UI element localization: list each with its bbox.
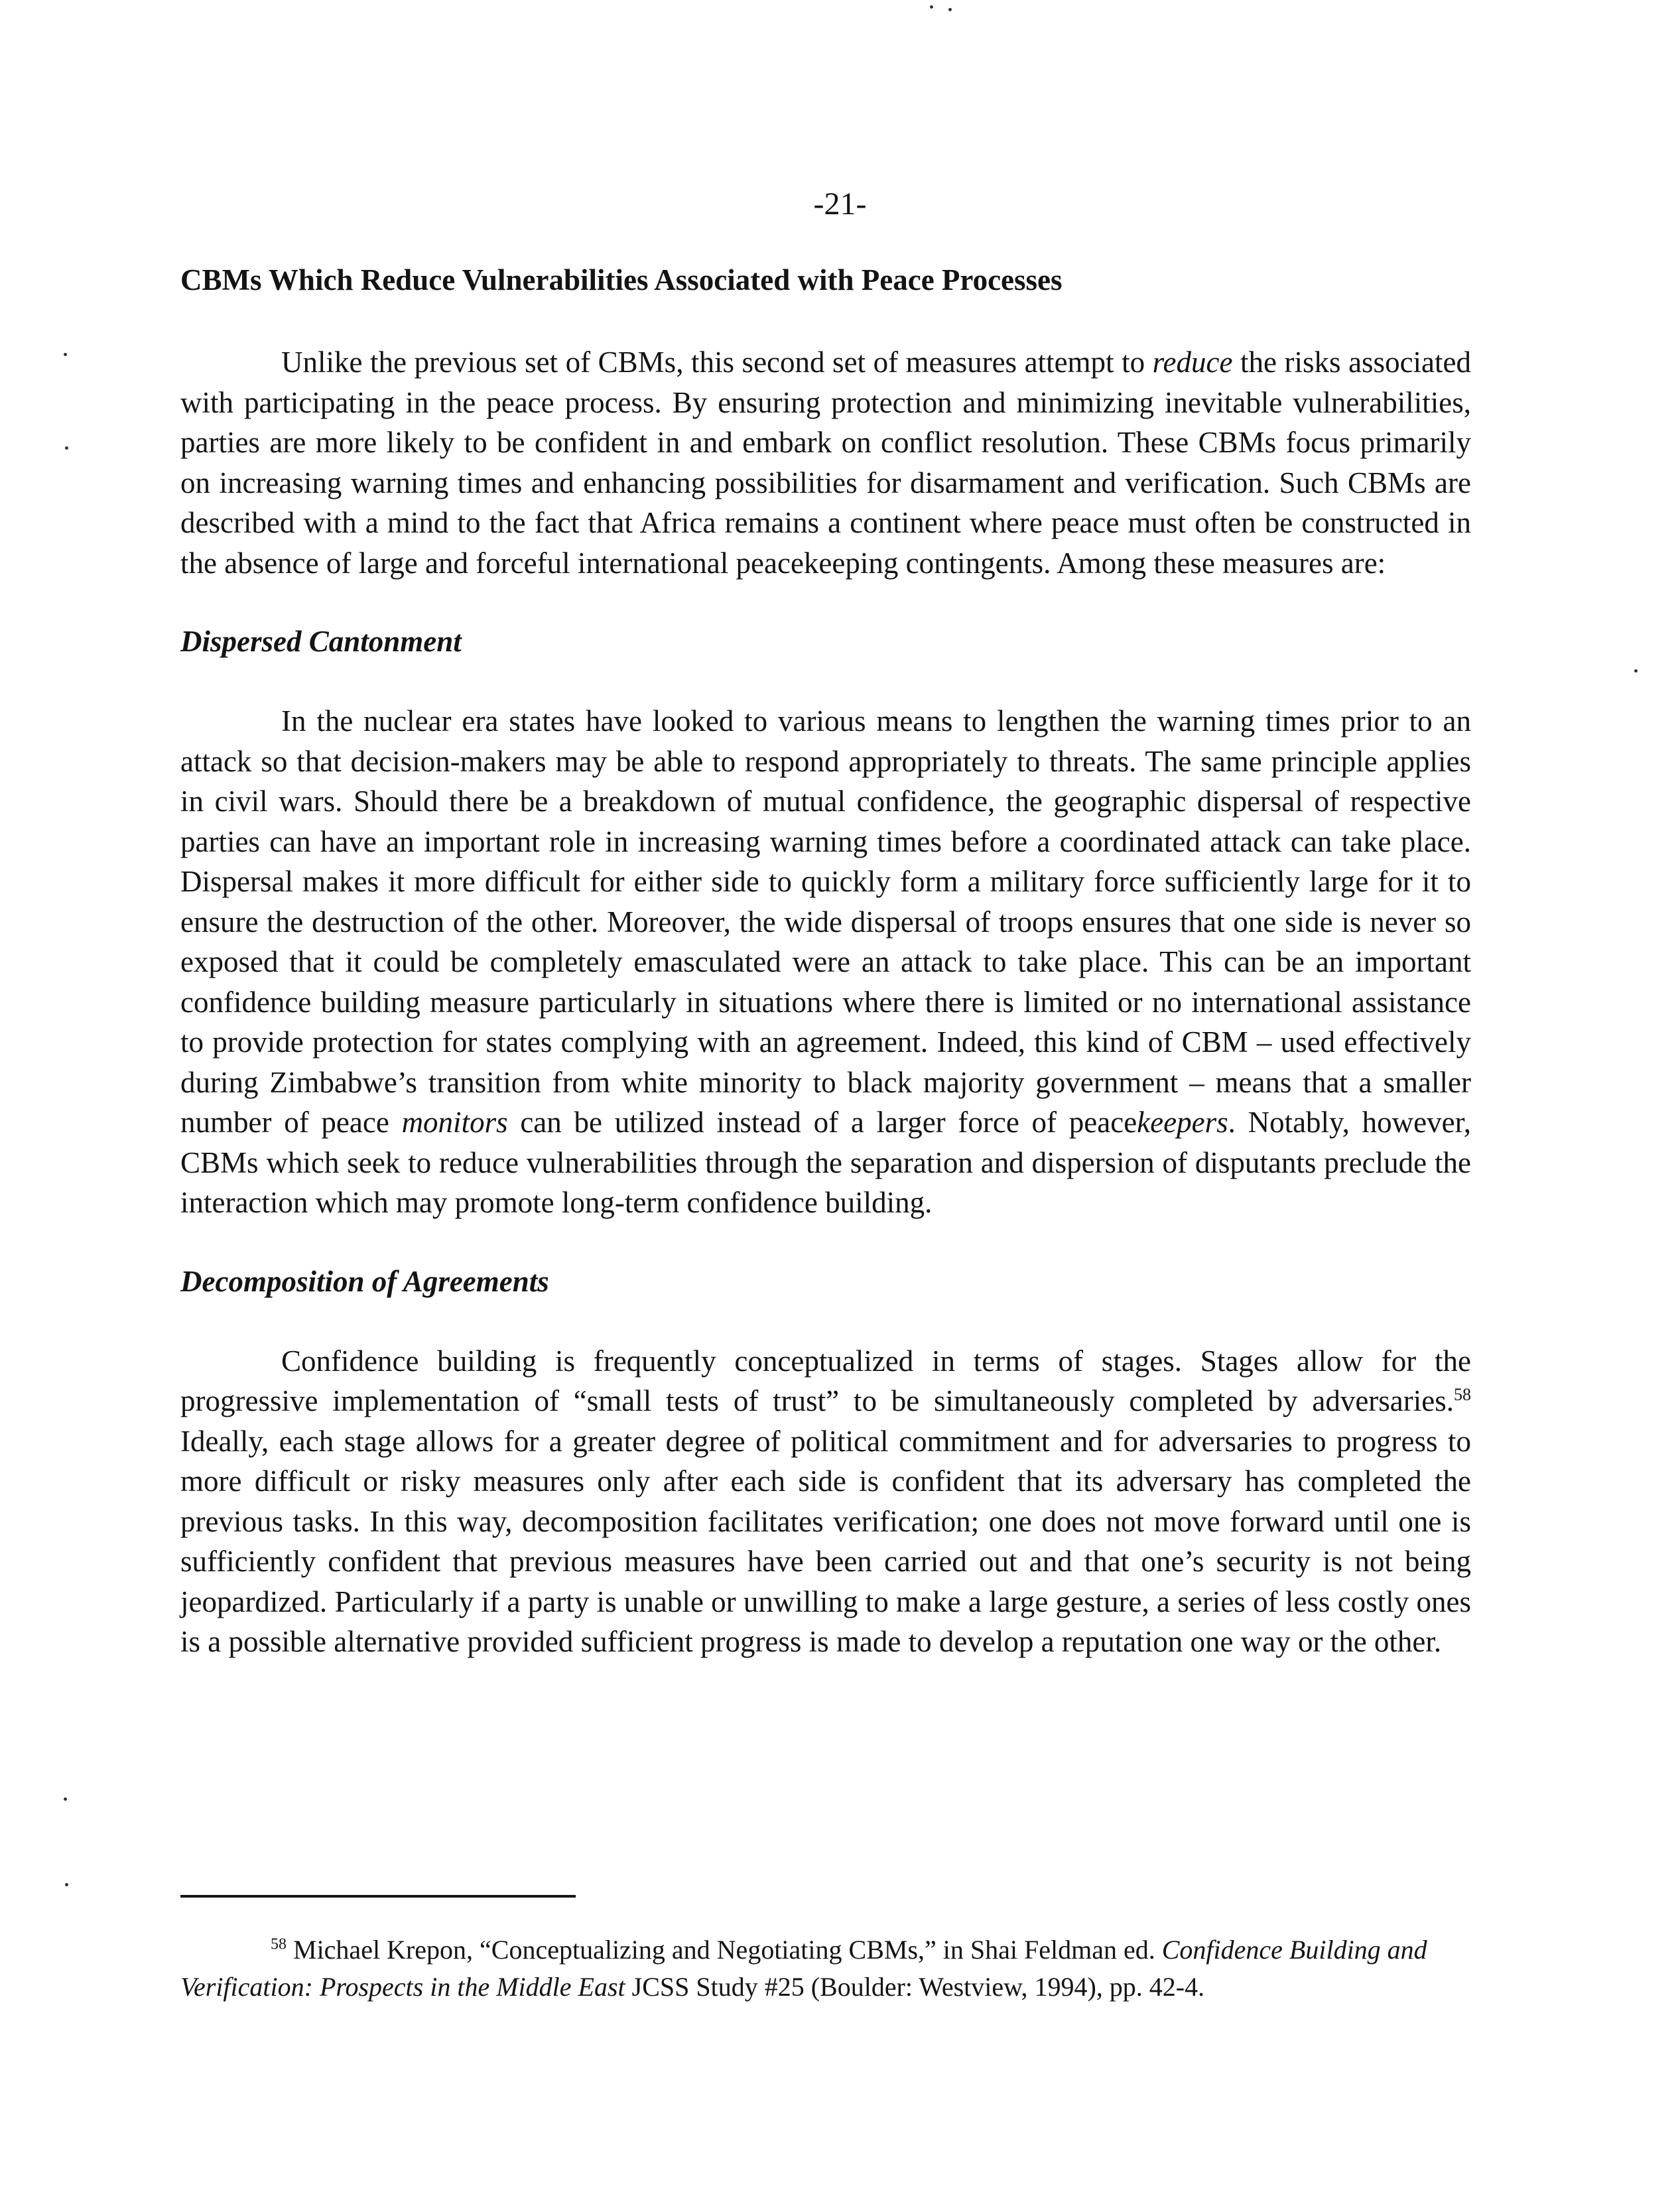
dispersed-text-c: . Notably, however, CBMs which seek to reduce vulnerabilities through the separation and dispersion of disputants preclude the interaction which may promote long-term confidence building. bbox=[180, 1106, 1471, 1219]
scan-speck bbox=[948, 8, 952, 11]
dispersed-emphasis-keepers: keepers bbox=[1137, 1106, 1228, 1139]
subheading-decomposition-of-agreements: Decomposition of Agreements bbox=[180, 1264, 549, 1298]
footnote-number: 58 bbox=[271, 1935, 287, 1953]
scan-speck bbox=[1634, 669, 1638, 673]
footnote-text-b: JCSS Study #25 (Boulder: Westview, 1994), pp. 42-4. bbox=[625, 1972, 1205, 2002]
footnote-text-a: Michael Krepon, “Conceptualizing and Negotiating CBMs,” in Shai Feldman ed. bbox=[287, 1935, 1162, 1965]
dispersed-cantonment-paragraph bbox=[180, 701, 1471, 1223]
scan-speck bbox=[64, 1797, 67, 1801]
intro-text-after: the risks associated with participating in the peace process. By ensuring protection and minimizing inevitable vulnerabilities, parties are more likely to be confident in and embark on conflict resolution. These CBMs focus primarily on increasing warning times and enhancing possibilities for disarmament and verification. Such CBMs are described with a mind to the fact that Africa remains a continent where peace must often be constructed in the absence of large and forceful international peacekeeping contingents. Among these measures are: bbox=[180, 346, 1471, 580]
decomposition-text-a: Confidence building is frequently conceptualized in terms of stages. Stages allow for the progressive implementation of “small tests of trust” to be simultaneously completed by adversaries. bbox=[180, 1344, 1471, 1417]
decomposition-text-b: Ideally, each stage allows for a greater degree of political commitment and for adversaries to progress to more difficult or risky measures only after each side is confident that its adversary has completed the previous tasks. In this way, decomposition facilitates verification; one does not move forward until one is sufficiently confident that previous measures have been carried out and that one’s security is not being jeopardized. Particularly if a party is unable or unwilling to make a large gesture, a series of less costly ones is a possible alternative provided sufficient progress is made to develop a reputation one way or the other. bbox=[180, 1424, 1471, 1658]
decomposition-paragraph bbox=[180, 1341, 1471, 1662]
scan-speck bbox=[65, 1883, 68, 1886]
scan-speck bbox=[930, 5, 933, 9]
intro-paragraph bbox=[180, 342, 1471, 583]
dispersed-text-a: In the nuclear era states have looked to various means to lengthen the warning times prior to an attack so that decision-makers may be able to respond appropriately to threats. The same principle applies in civil wars. Should there be a breakdown of mutual confidence, the geographic dispersal of respective parties can have an important role in increasing warning times before a coordinated attack can take place. Dispersal makes it more difficult for either side to quickly form a military force sufficiently large for it to ensure the destruction of the other. Moreover, the wide dispersal of troops ensures that one side is never so exposed that it could be completely emasculated were an attack to take place. This can be an important confidence building measure particularly in situations where there is limited or no international assistance to provide protection for states complying with an agreement. Indeed, this kind of CBM – used effectively during Zimbabwe’s transition from white minority to black majority government – means that a smaller number of peace bbox=[180, 704, 1471, 1139]
intro-emphasis-reduce: reduce bbox=[1152, 346, 1233, 379]
scan-speck bbox=[64, 353, 67, 356]
footnote bbox=[180, 1931, 1471, 2006]
footnote-book-title: Confidence Building and Verification: Prospects in the Middle East bbox=[180, 1935, 1427, 2002]
dispersed-text-b: can be utilized instead of a larger force of peace bbox=[507, 1106, 1137, 1139]
page-content bbox=[180, 260, 1471, 1701]
scan-speck bbox=[65, 446, 68, 450]
footnote-divider bbox=[180, 1895, 576, 1898]
dispersed-emphasis-monitors: monitors bbox=[401, 1106, 508, 1139]
subheading-dispersed-cantonment: Dispersed Cantonment bbox=[180, 625, 462, 658]
page-number: -21- bbox=[813, 186, 867, 222]
intro-text-before: Unlike the previous set of CBMs, this second set of measures attempt to bbox=[281, 346, 1153, 379]
footnote-reference: 58 bbox=[1454, 1385, 1471, 1404]
section-heading: CBMs Which Reduce Vulnerabilities Associated with Peace Processes bbox=[180, 263, 1063, 296]
